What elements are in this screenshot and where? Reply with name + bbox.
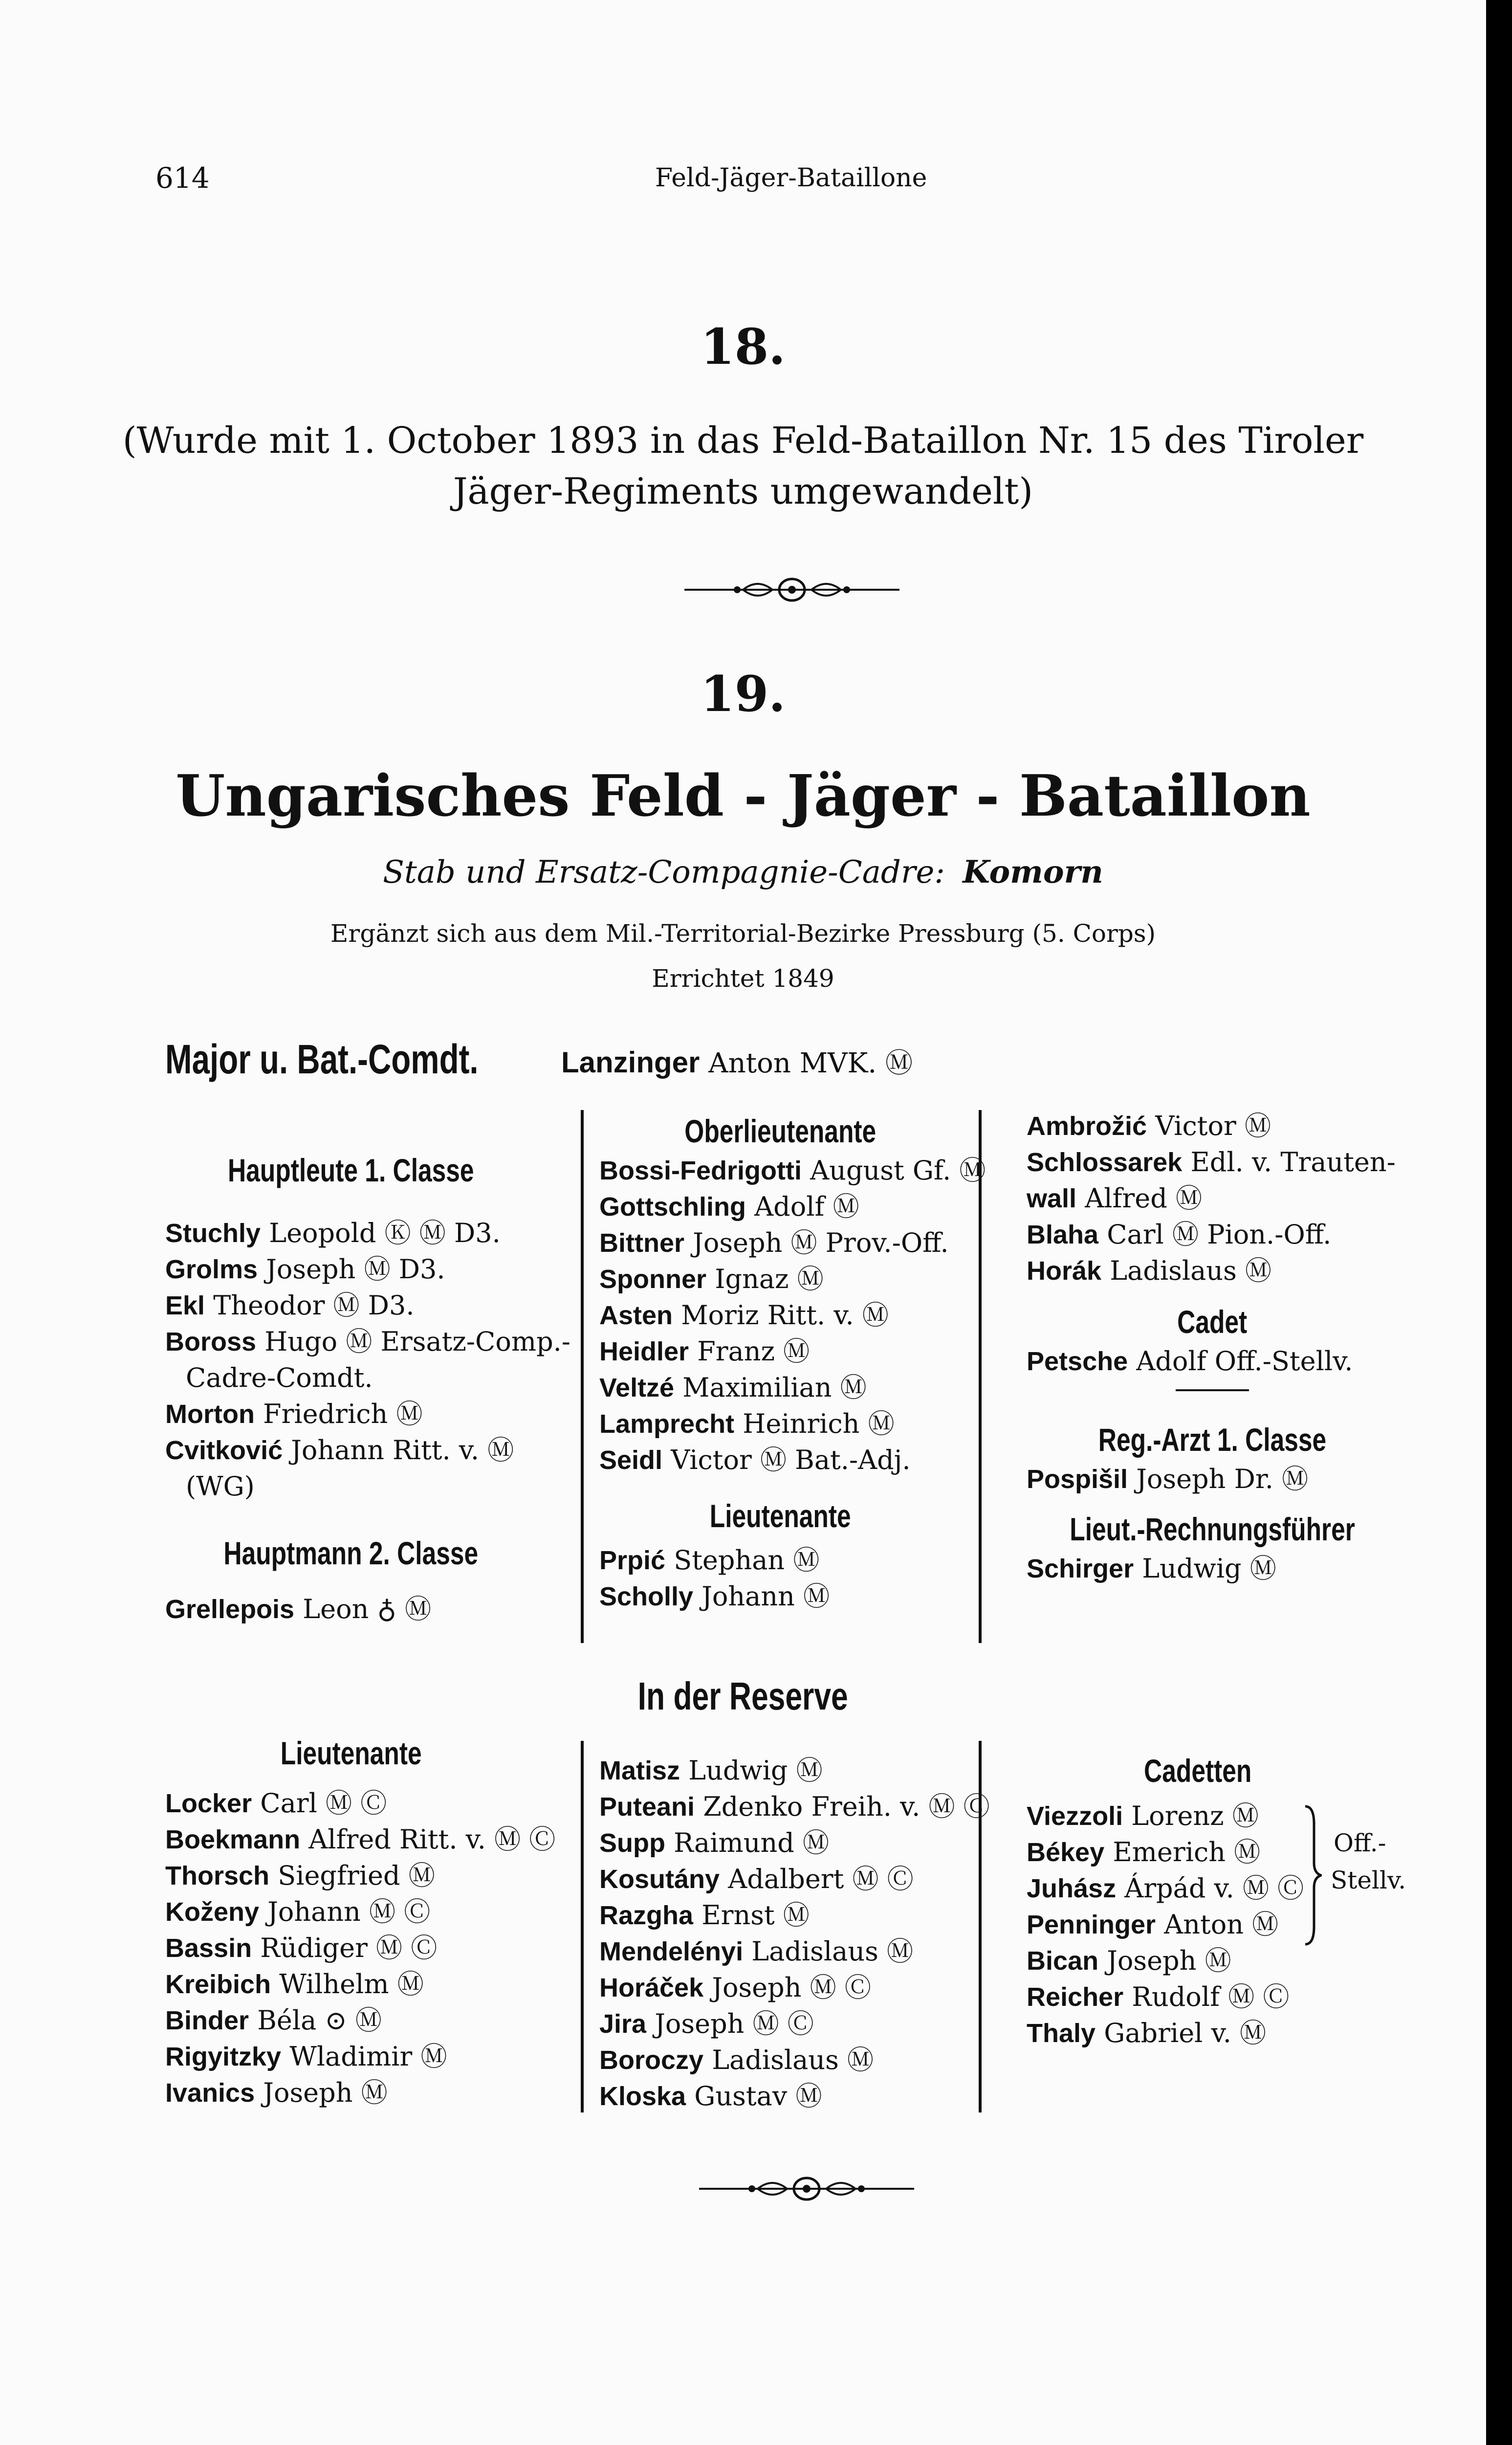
officer-surname: Grolms [165,1255,258,1284]
officer-details: Wilhelm Ⓜ [279,1969,424,2000]
officer-surname: Stuchly [165,1219,261,1248]
established-line: Errichtet 1849 [652,964,834,993]
heading-cadet: Cadet [1177,1304,1248,1340]
officer-surname: Morton [165,1400,255,1429]
heading-hauptleute-1-classe: Hauptleute 1. Classe [228,1152,474,1188]
officer-details: Leopold Ⓚ Ⓜ D3. [269,1218,501,1248]
officer-surname: Boross [165,1327,257,1356]
officer-surname: Ivanics [165,2078,255,2108]
officer-surname: Bossi-Fedrigotti [599,1156,802,1185]
officer-surname: Puteani [599,1792,695,1822]
entry-line [165,1396,566,1432]
entry-line [599,2042,976,2078]
officer-surname: Sponner [599,1265,707,1294]
officer-surname: Juhász [1027,1874,1117,1903]
officer-details: Victor Ⓜ Bat.-Adj. [671,1445,911,1475]
officer-details: Johann Ⓜ Ⓒ [267,1896,431,1927]
column-reserve-2 [599,1753,990,2114]
officer-surname: Thaly [1027,2019,1096,2048]
officer-details: Adolf Ⓜ [754,1191,859,1222]
officer-surname: Supp [599,1828,665,1858]
entry-line [1027,1180,1427,1217]
officer-surname: Matisz [599,1756,680,1785]
heading-reg-arzt: Reg.-Arzt 1. Classe [1098,1422,1327,1458]
entry-line [599,1153,986,1189]
entry-line [1027,1798,1457,1834]
entry-line [1027,2015,1457,2051]
entry-line [165,1858,571,1894]
entry-line [599,1442,976,1478]
entry-line [165,2002,571,2039]
officer-surname: Jira [599,2009,647,2039]
officer-surname: Thorsch [165,1861,270,1890]
officer-details: Leon ♁ Ⓜ [303,1594,432,1624]
officer-surname: Boekmann [165,1825,301,1854]
column-oberlieutenante [599,1110,986,1615]
officer-surname: Horáček [599,1973,704,2002]
officer-details: Joseph Ⓜ D3. [266,1254,445,1285]
entry-line [599,1225,976,1261]
officer-details: Ladislaus Ⓜ [712,2045,874,2075]
officer-details: Cadre-Comdt. [186,1362,373,1393]
entry-line [1027,1217,1427,1253]
short-rule [1176,1389,1249,1391]
officer-surname: Petsche [1027,1347,1128,1376]
ornament-divider-bottom [699,2171,914,2205]
heading-reserve-lieutenante: Lieutenante [280,1735,422,1771]
officer-details: Adolf Off.-Stellv. [1136,1346,1353,1377]
officer-surname: Lamprecht [599,1409,735,1439]
entry-line [165,1251,566,1288]
heading-rechnungsfuehrer: Lieut.-Rechnungsführer [1070,1511,1355,1547]
officer-details: Johann Ⓜ [701,1581,830,1612]
entry-line [1027,1551,1427,1587]
entry-line [165,1468,566,1505]
officer-details: Joseph Ⓜ Prov.-Off. [693,1227,949,1258]
column-lieutenante-cont [1027,1108,1427,1587]
entry-line [165,1360,566,1396]
column-divider [979,1110,982,1643]
officer-surname: wall [1027,1184,1077,1213]
officer-details: Stephan Ⓜ [674,1545,820,1576]
ornament-divider [684,572,899,606]
officer-details: Joseph Ⓜ [1107,1945,1231,1976]
officer-surname: Locker [165,1789,252,1818]
officer-surname: Gottschling [599,1192,746,1222]
column-hauptleute [165,1149,571,1627]
officer-surname: Kloska [599,2082,686,2111]
officer-details: Moriz Ritt. v. Ⓜ [681,1300,889,1331]
officer-details: Franz Ⓜ [697,1336,810,1367]
officer-details: Maximilian Ⓜ [682,1372,867,1403]
entry-line [1027,1144,1427,1180]
entry-line [599,1789,990,1825]
page-number: 614 [155,161,210,195]
section-18-note-line1: (Wurde mit 1. October 1893 in das Feld-Bataillon Nr. 15 des Tiroler [122,420,1364,462]
officer-details: Hugo Ⓜ Ersatz-Comp.- [264,1326,571,1357]
entry-line [165,2039,571,2075]
officer-details: Alfred Ⓜ [1085,1183,1202,1214]
entry-line [599,2006,976,2042]
officer-surname: Binder [165,2006,249,2035]
officer-details: Gabriel v. Ⓜ [1104,2018,1267,2048]
entry-line [165,1432,566,1468]
section-18-number: 18. [701,318,786,376]
officer-surname: Boroczy [599,2045,704,2075]
officer-surname: Kosutány [599,1865,720,1894]
officer-surname: Prpić [599,1546,666,1575]
officer-surname: Scholly [599,1582,694,1611]
officer-details: Siegfried Ⓜ [278,1860,435,1891]
officer-surname: Kreibich [165,1970,271,1999]
officer-surname: Viezzoli [1027,1801,1123,1831]
column-reserve-cadetten [1027,1750,1457,2051]
brace-note-line2: Stellv. [1331,1866,1406,1894]
column-divider [581,1741,584,2112]
officer-details: Joseph Ⓜ [263,2077,388,2108]
officer-surname: Asten [599,1301,673,1330]
entry-line [165,1785,571,1822]
brace-icon [1302,1804,1322,1946]
officer-surname: Grellepois [165,1595,295,1624]
officer-surname: Rigyitzky [165,2042,282,2071]
entry-line [599,1370,976,1406]
entry-line [165,1966,571,2002]
column-reserve-lieutenante [165,1732,571,2111]
officer-surname: Schirger [1027,1554,1134,1583]
officer-details: Ludwig Ⓜ [1142,1553,1276,1584]
entry-line [599,1542,976,1578]
officer-details: Theodor Ⓜ D3. [213,1290,415,1321]
battalion-title: Ungarisches Feld - Jäger - Bataillon [175,763,1311,829]
officer-details: Lorenz Ⓜ [1131,1800,1259,1831]
subtitle-place: Komorn [963,854,1103,890]
officer-surname: Ekl [165,1291,205,1320]
entry-line [165,2075,571,2111]
battalion-subtitle [0,854,1486,890]
officer-surname: Cvitković [165,1436,283,1465]
entry-line [599,1261,976,1297]
entry-line [1027,1834,1457,1870]
officer-details: Zdenko Freih. v. Ⓜ Ⓒ [703,1791,990,1822]
entry-line [1027,1253,1427,1289]
officer-details: Rüdiger Ⓜ Ⓒ [260,1933,438,1963]
officer-details: Johann Ritt. v. Ⓜ [291,1435,514,1466]
officer-details: Joseph Ⓜ Ⓒ [712,1972,871,2003]
entry-line [1027,1943,1457,1979]
brace-note-line1: Off.- [1334,1829,1386,1857]
column-divider [581,1110,584,1643]
heading-hauptmann-2-classe: Hauptmann 2. Classe [223,1535,479,1571]
officer-details: Joseph Ⓜ Ⓒ [655,2008,814,2039]
officer-details: Joseph Dr. Ⓜ [1136,1464,1309,1494]
heading-oberlieutenante: Oberlieutenante [684,1113,876,1149]
entry-line [599,1578,976,1615]
entry-line [165,1930,571,1966]
officer-surname: Bittner [599,1228,684,1258]
officer-surname: Békey [1027,1838,1105,1867]
officer-details: Edl. v. Trauten- [1190,1147,1396,1178]
officer-surname: Schlossarek [1027,1148,1183,1177]
entry-line [599,1334,976,1370]
officer-details: Friedrich Ⓜ [263,1399,423,1429]
officer-surname: Penninger [1027,1910,1156,1939]
entry-line [599,1753,976,1789]
entry-line [1027,1461,1427,1497]
officer-surname: Mendelényi [599,1937,744,1966]
officer-details: Heinrich Ⓜ [743,1408,895,1439]
officer-details: Árpád v. Ⓜ Ⓒ [1124,1873,1304,1904]
entry-line [165,1894,571,1930]
officer-details: Gustav Ⓜ [694,2081,822,2112]
officer-details: Alfred Ritt. v. Ⓜ Ⓒ [308,1824,556,1855]
officer-surname: Bassin [165,1934,252,1963]
entry-line [599,1934,976,1970]
officer-surname: Razgha [599,1901,694,1930]
entry-line [1027,1343,1427,1379]
entry-line [599,1825,976,1861]
officer-details: Ladislaus Ⓜ [1110,1255,1271,1286]
reserve-heading: In der Reserve [637,1674,849,1718]
entry-line [599,1189,976,1225]
officer-surname: Koženy [165,1897,260,1927]
officer-details: Adalbert Ⓜ Ⓒ [728,1864,914,1894]
officer-details: Victor Ⓜ [1155,1111,1271,1141]
entry-line [599,1297,976,1334]
officer-details: August Gf. Ⓜ [810,1155,986,1186]
officer-surname: Heidler [599,1337,689,1366]
major-entry: Lanzinger Anton MVK. Ⓜ [561,1046,913,1079]
officer-surname: Bican [1027,1946,1099,1976]
officer-details: Ignaz Ⓜ [715,1264,824,1294]
officer-details: Carl Ⓜ Ⓒ [260,1788,387,1819]
entry-line [1027,1979,1457,2015]
section-19-number: 19. [701,665,786,723]
officer-surname: Veltzé [599,1373,675,1402]
entry-line [165,1324,571,1360]
officer-surname: Seidl [599,1445,663,1475]
section-18-note-line2: Jäger-Regiments umgewandelt) [453,470,1033,512]
entry-line [165,1822,571,1858]
officer-details: Emerich Ⓜ [1113,1837,1261,1867]
entry-line [599,2078,976,2114]
subtitle-prefix: Stab und Ersatz-Compagnie-Cadre: [383,854,945,890]
officer-surname: Horák [1027,1256,1102,1286]
officer-surname: Reicher [1027,1982,1124,2012]
entry-line [599,1861,976,1897]
officer-details: Béla ⊙ Ⓜ [257,2005,382,2036]
officer-details: Raimund Ⓜ [674,1827,830,1858]
heading-cadetten: Cadetten [1143,1753,1252,1789]
officer-surname: Blaha [1027,1220,1099,1249]
entry-line [165,1215,566,1251]
officer-details: Ladislaus Ⓜ [751,1936,913,1967]
entry-line [1027,1108,1427,1144]
entry-line [165,1591,566,1627]
officer-details: Ludwig Ⓜ [688,1755,823,1786]
entry-line [165,1288,566,1324]
entry-line [599,1406,976,1442]
heading-lieutenante: Lieutenante [709,1498,851,1534]
major-label: Major u. Bat.-Comdt. [165,1036,479,1082]
entry-line [599,1970,976,2006]
officer-details: Ernst Ⓜ [701,1900,810,1931]
officer-details: Carl Ⓜ Pion.-Off. [1107,1219,1332,1250]
officer-details: Wladimir Ⓜ [289,2041,447,2072]
running-title: Feld-Jäger-Bataillone [655,163,927,193]
officer-surname: Ambrožić [1027,1111,1147,1141]
supplement-line: Ergänzt sich aus dem Mil.-Territorial-Bezirke Pressburg (5. Corps) [330,919,1156,948]
entry-line [599,1897,976,1934]
officer-details: (WG) [186,1471,255,1502]
entry-line [1027,1907,1457,1943]
officer-details: Rudolf Ⓜ Ⓒ [1132,1981,1290,2012]
officer-details: Anton Ⓜ [1164,1909,1279,1940]
officer-surname: Pospišil [1027,1465,1128,1494]
